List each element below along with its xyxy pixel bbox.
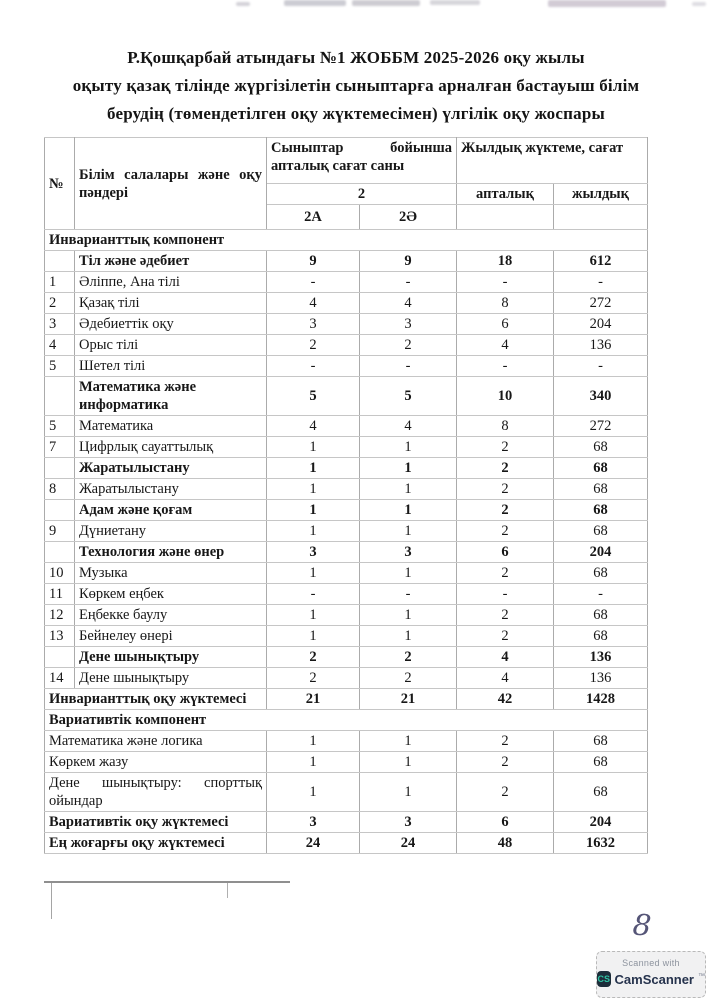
table-row (45, 542, 648, 563)
title-line-2: оқыту қазақ тілінде жүргізілетін сыныптарға арналған бастауыш білім (72, 76, 640, 95)
cell-subject: Қазақ тілі (75, 293, 267, 314)
document-title (56, 44, 656, 128)
cell-subject: Дене шынықтыру (75, 668, 267, 689)
cell-value: 10 (457, 377, 554, 416)
cell-value: 6 (457, 812, 554, 833)
cell-value: 8 (457, 416, 554, 437)
cell-value: 272 (554, 293, 648, 314)
cell-value: 612 (554, 251, 648, 272)
cell-value: 8 (457, 293, 554, 314)
cell-value: 2 (360, 335, 457, 356)
cell-value: 68 (554, 563, 648, 584)
cell-value: 6 (457, 542, 554, 563)
header-class-2b: 2Ә (360, 205, 457, 230)
table-row (45, 584, 648, 605)
cell-subject: Вариативтік оқу жүктемесі (45, 812, 267, 833)
cell-value: 4 (457, 668, 554, 689)
cell-value: 272 (554, 416, 648, 437)
cell-value: 4 (457, 647, 554, 668)
cell-value: 4 (360, 416, 457, 437)
cell-subject: Дене шынықтыру: спорттық ойындар (45, 773, 267, 812)
scan-artifact (227, 883, 228, 898)
table-row (45, 605, 648, 626)
cell-value: 68 (554, 521, 648, 542)
cell-value: 2 (457, 521, 554, 542)
table-row (45, 731, 648, 752)
cell-value: - (554, 272, 648, 293)
cell-value: 136 (554, 668, 648, 689)
cell-no: 5 (45, 416, 75, 437)
cell-value: 9 (267, 251, 360, 272)
cell-no: 12 (45, 605, 75, 626)
cell-subject: Дене шынықтыру (75, 647, 267, 668)
scan-artifact (44, 881, 290, 883)
cell-value: - (360, 356, 457, 377)
cell-value: 1 (360, 500, 457, 521)
cell-value: 2 (457, 500, 554, 521)
cell-value: 1 (267, 521, 360, 542)
cell-subject: Көркем жазу (45, 752, 267, 773)
camscanner-trademark: ™ (698, 972, 705, 980)
header-class-2a: 2А (267, 205, 360, 230)
cell-no (45, 251, 75, 272)
table-row (45, 773, 648, 812)
cell-value: 1 (267, 437, 360, 458)
cell-value: 1 (267, 731, 360, 752)
cell-no: 5 (45, 356, 75, 377)
table-row (45, 668, 648, 689)
cell-subject: Дүниетану (75, 521, 267, 542)
cell-subject: Еңбекке баулу (75, 605, 267, 626)
cell-no: 13 (45, 626, 75, 647)
cell-value: 4 (267, 293, 360, 314)
header-yearly-sub: жылдық (554, 184, 648, 205)
cell-no: 11 (45, 584, 75, 605)
cell-subject: Математика және информатика (75, 377, 267, 416)
cell-value: 2 (267, 335, 360, 356)
cell-value: 2 (457, 773, 554, 812)
cell-value: 68 (554, 479, 648, 500)
cell-no: 4 (45, 335, 75, 356)
handwritten-page-number: 8 (631, 907, 653, 943)
cell-value: 1 (267, 605, 360, 626)
cell-subject: Тіл және әдебиет (75, 251, 267, 272)
cell-no: 2 (45, 293, 75, 314)
table-row (45, 812, 648, 833)
cell-value: 1428 (554, 689, 648, 710)
cell-value: 4 (360, 293, 457, 314)
cell-value: 68 (554, 437, 648, 458)
cell-value: 1 (360, 563, 457, 584)
scan-artifact (284, 0, 346, 6)
cell-value: 2 (360, 647, 457, 668)
cell-value: 1 (267, 500, 360, 521)
cell-value: 68 (554, 752, 648, 773)
cell-value: 136 (554, 647, 648, 668)
cell-value: 1632 (554, 833, 648, 854)
cell-value: 1 (267, 563, 360, 584)
table-row (45, 521, 648, 542)
cell-subject: Жаратылыстану (75, 458, 267, 479)
header-yearly-load: Жылдық жүктеме, сағат (457, 138, 648, 184)
cell-value: 1 (360, 458, 457, 479)
header-subjects: Білім салалары және оқу пәндері (75, 138, 267, 230)
cell-subject: Шетел тілі (75, 356, 267, 377)
cell-subject: Ең жоғарғы оқу жүктемесі (45, 833, 267, 854)
cell-subject: Әліппе, Ана тілі (75, 272, 267, 293)
cell-value: 1 (360, 626, 457, 647)
cell-subject: Инварианттық оқу жүктемесі (45, 689, 267, 710)
section-label: Инварианттық компонент (45, 230, 648, 251)
cell-value: - (554, 584, 648, 605)
cell-value: 2 (457, 605, 554, 626)
camscanner-badge (596, 951, 706, 998)
cell-value: 2 (457, 458, 554, 479)
camscanner-logo-icon: CS (597, 971, 611, 987)
table-row (45, 251, 648, 272)
table-row (45, 752, 648, 773)
cell-value: 3 (360, 542, 457, 563)
header-empty-cell (554, 205, 648, 230)
cell-value: 2 (457, 752, 554, 773)
cell-value: 5 (267, 377, 360, 416)
cell-value: 2 (267, 647, 360, 668)
cell-value: 3 (267, 542, 360, 563)
cell-value: 1 (360, 773, 457, 812)
cell-subject: Көркем еңбек (75, 584, 267, 605)
cell-value: 24 (267, 833, 360, 854)
header-grade: 2 (267, 184, 457, 205)
cell-value: 2 (267, 668, 360, 689)
title-line-1: Р.Қошқарбай атындағы №1 ЖОББМ 2025-2026 оқу жылы (127, 48, 585, 67)
section-label: Вариативтік компонент (45, 710, 648, 731)
header-weekly-sub: апталық (457, 184, 554, 205)
cell-value: - (360, 584, 457, 605)
table-row (45, 479, 648, 500)
cell-subject: Орыс тілі (75, 335, 267, 356)
cell-value: 1 (267, 626, 360, 647)
cell-subject: Математика және логика (45, 731, 267, 752)
cell-value: - (554, 356, 648, 377)
cell-value: 3 (360, 812, 457, 833)
cell-no (45, 377, 75, 416)
cell-value: 1 (360, 605, 457, 626)
table-row (45, 500, 648, 521)
cell-no: 3 (45, 314, 75, 335)
cell-value: 21 (267, 689, 360, 710)
cell-value: - (457, 584, 554, 605)
header-weekly-hours: Сыныптар бойынша апталық сағат саны (267, 138, 457, 184)
cell-value: - (360, 272, 457, 293)
table-row (45, 710, 648, 731)
cell-no (45, 647, 75, 668)
cell-subject: Адам және қоғам (75, 500, 267, 521)
cell-value: 204 (554, 314, 648, 335)
cell-value: 2 (457, 479, 554, 500)
cell-value: 5 (360, 377, 457, 416)
cell-value: 4 (457, 335, 554, 356)
table-row (45, 833, 648, 854)
scan-artifact (692, 2, 706, 6)
cell-subject: Технология және өнер (75, 542, 267, 563)
cell-value: 204 (554, 812, 648, 833)
cell-value: 42 (457, 689, 554, 710)
table-row (45, 293, 648, 314)
cell-value: 1 (360, 479, 457, 500)
cell-value: 1 (360, 731, 457, 752)
scan-artifact (352, 0, 420, 6)
cell-value: 204 (554, 542, 648, 563)
table-row (45, 335, 648, 356)
table-row (45, 563, 648, 584)
cell-value: 1 (360, 752, 457, 773)
title-line-3: берудің (төмендетілген оқу жүктемесімен) үлгілік оқу жоспары (107, 104, 605, 123)
cell-value: 3 (360, 314, 457, 335)
scan-artifact (548, 0, 666, 7)
cell-value: 1 (267, 773, 360, 812)
table-row (45, 647, 648, 668)
cell-value: 1 (360, 437, 457, 458)
cell-value: 24 (360, 833, 457, 854)
scan-artifact (430, 0, 480, 5)
camscanner-app-name: CamScanner (614, 971, 694, 987)
cell-no (45, 500, 75, 521)
header-no: № (45, 138, 75, 230)
cell-value: 21 (360, 689, 457, 710)
scan-artifact (236, 2, 250, 6)
table-row (45, 416, 648, 437)
cell-value: - (457, 356, 554, 377)
cell-value: 48 (457, 833, 554, 854)
cell-value: 3 (267, 314, 360, 335)
cell-value: 2 (457, 731, 554, 752)
cell-value: 68 (554, 605, 648, 626)
cell-value: 9 (360, 251, 457, 272)
cell-value: 68 (554, 458, 648, 479)
cell-value: 4 (267, 416, 360, 437)
cell-subject: Математика (75, 416, 267, 437)
cell-subject: Бейнелеу өнері (75, 626, 267, 647)
table-row (45, 272, 648, 293)
cell-subject: Жаратылыстану (75, 479, 267, 500)
table-row (45, 458, 648, 479)
cell-value: - (267, 356, 360, 377)
camscanner-scanned-with-label: Scanned with (622, 958, 680, 968)
cell-value: - (457, 272, 554, 293)
cell-value: - (267, 584, 360, 605)
scan-artifact (51, 883, 52, 919)
table-row (45, 626, 648, 647)
cell-value: 136 (554, 335, 648, 356)
cell-subject: Цифрлық сауаттылық (75, 437, 267, 458)
cell-value: - (267, 272, 360, 293)
curriculum-table (44, 137, 648, 854)
cell-value: 1 (267, 458, 360, 479)
table-row (45, 689, 648, 710)
table-row (45, 356, 648, 377)
table-row (45, 437, 648, 458)
cell-value: 18 (457, 251, 554, 272)
header-empty-cell (457, 205, 554, 230)
cell-value: 1 (267, 752, 360, 773)
table-row (45, 230, 648, 251)
cell-subject: Әдебиеттік оқу (75, 314, 267, 335)
table-header-row-1 (45, 138, 648, 184)
cell-no (45, 458, 75, 479)
cell-no (45, 542, 75, 563)
cell-value: 68 (554, 731, 648, 752)
cell-value: 68 (554, 500, 648, 521)
cell-value: 68 (554, 773, 648, 812)
table-row (45, 377, 648, 416)
cell-no: 1 (45, 272, 75, 293)
cell-subject: Музыка (75, 563, 267, 584)
cell-no: 9 (45, 521, 75, 542)
cell-no: 10 (45, 563, 75, 584)
cell-value: 3 (267, 812, 360, 833)
cell-value: 6 (457, 314, 554, 335)
cell-no: 7 (45, 437, 75, 458)
cell-value: 1 (360, 521, 457, 542)
cell-value: 2 (457, 437, 554, 458)
cell-value: 2 (457, 626, 554, 647)
cell-value: 1 (267, 479, 360, 500)
cell-value: 340 (554, 377, 648, 416)
cell-no: 14 (45, 668, 75, 689)
table-row (45, 314, 648, 335)
cell-value: 68 (554, 626, 648, 647)
cell-no: 8 (45, 479, 75, 500)
cell-value: 2 (360, 668, 457, 689)
cell-value: 2 (457, 563, 554, 584)
